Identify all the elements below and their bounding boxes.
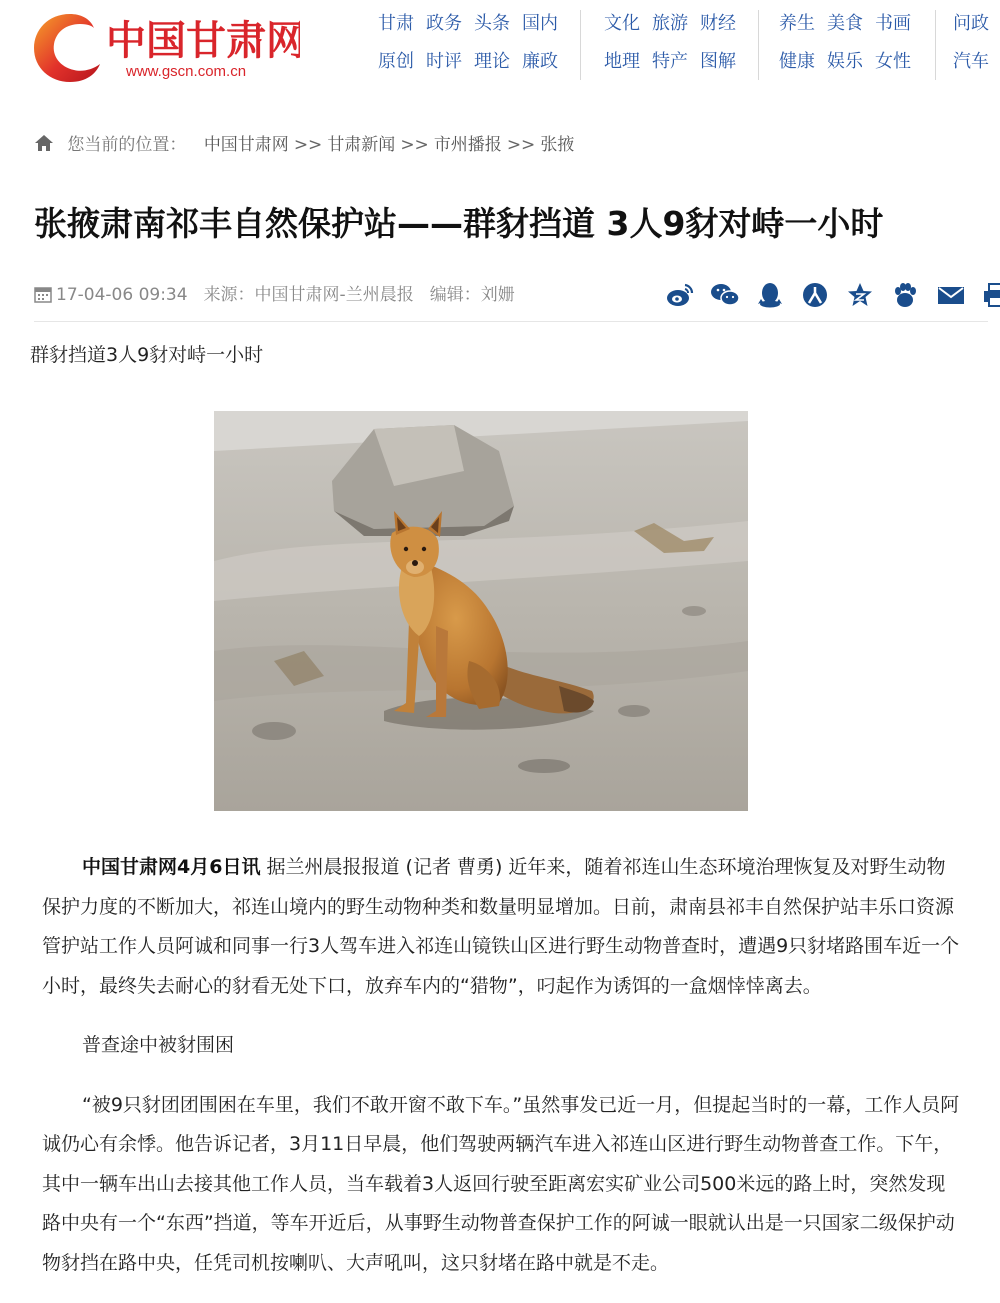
nav-row — [779, 48, 923, 86]
nav-link[interactable]: 头条 — [474, 13, 510, 34]
home-icon[interactable] — [34, 134, 54, 152]
nav-divider — [580, 10, 581, 80]
nav-row — [378, 48, 570, 86]
baidu-icon[interactable] — [890, 281, 920, 309]
nav-link[interactable]: 国内 — [522, 13, 558, 34]
nav-row — [953, 10, 1000, 48]
article-lead: 群豺挡道3人9豺对峙一小时 — [30, 344, 264, 366]
dateline: 中国甘肃网4月6日讯 — [82, 856, 261, 878]
nav-link[interactable]: 财经 — [700, 13, 736, 34]
qq-icon[interactable] — [755, 281, 785, 309]
breadcrumb-label: 您当前的位置： — [67, 135, 187, 155]
nav-group-culture — [604, 10, 748, 86]
article-meta — [34, 280, 531, 310]
nav-divider — [758, 10, 759, 80]
nav-link[interactable]: 旅游 — [652, 13, 688, 34]
site-logo[interactable] — [30, 6, 300, 86]
nav-link[interactable]: 图解 — [700, 51, 736, 72]
nav-row — [779, 10, 923, 48]
share-toolbar — [665, 281, 1000, 311]
breadcrumb: 您当前的位置： 中国甘肃网 >> 甘肃新闻 >> 市州播报 >> 张掖 — [34, 131, 574, 159]
paragraph: 中国甘肃网4月6日讯 据兰州晨报报道 (记者 曹勇) 近年来，随着祁连山生态环境治理恢复及对野生动物保护力度的不断加大，祁连山境内的野生动物种类和数量明显增加。日前，肃南县祁丰自然保护站丰乐口资源管护站工作人员阿诚和同事一行3人驾车进入祁连山镜铁山区进行野生动物普查时，遭遇9只豺堵路围车近一个小时，最终失去耐心的豺看无处下口，放弃车内的“猎物”，叼起作为诱饵的一盒烟悻悻离去。 — [42, 856, 960, 997]
breadcrumb-item-home[interactable]: 中国甘肃网 — [203, 135, 289, 155]
nav-link[interactable]: 汽车 — [953, 51, 989, 72]
logo-url: www.gscn.com.cn — [126, 63, 247, 80]
nav-link[interactable]: 廉政 — [522, 51, 558, 72]
nav-link[interactable]: 养生 — [779, 13, 815, 34]
nav-link[interactable]: 时评 — [426, 51, 462, 72]
qzone-icon[interactable] — [845, 281, 875, 309]
nav-link[interactable]: 娱乐 — [827, 51, 863, 72]
nav-link[interactable]: 美食 — [827, 13, 863, 34]
nav-link[interactable]: 原创 — [378, 51, 414, 72]
breadcrumb-item-city-news[interactable]: 市州播报 — [433, 135, 502, 155]
site-header — [0, 0, 1000, 100]
nav-link[interactable]: 特产 — [652, 51, 688, 72]
article-photo — [214, 411, 748, 811]
nav-group-life — [779, 10, 923, 86]
article-editor: 编辑：刘姗 — [429, 285, 515, 305]
section-heading: 普查途中被豺围困 — [82, 1034, 235, 1056]
article-title: 张掖肃南祁丰自然保护站——群豺挡道 3人9豺对峙一小时 — [34, 204, 884, 243]
nav-divider — [935, 10, 936, 80]
nav-link[interactable]: 女性 — [875, 51, 911, 72]
nav-group-news — [378, 10, 570, 86]
meta-divider — [34, 321, 988, 322]
nav-group-more — [953, 10, 1000, 86]
paragraph: “被9只豺团团围困在车里，我们不敢开窗不敢下车。”虽然事发已近一月，但提起当时的一幕，工作人员阿诚仍心有余悸。他告诉记者，3月11日早晨，他们驾驶两辆汽车进入祁连山区进行野生动物普查工作。下午，其中一辆车出山去接其他工作人员，当车载着3人返回行驶至距离宏实矿业公司500米远的路上时，突然发现路中央有一个“东西”挡道，等车开近后，从事野生动物普查保护工作的阿诚一眼就认出是一只国家二级保护动物豺挡在路中央，任凭司机按喇叭、大声吼叫，这只豺堵在路中就是不走。 — [42, 1093, 960, 1274]
nav-row — [604, 10, 748, 48]
logo-text: 中国甘肃网 — [106, 17, 300, 64]
nav-link[interactable]: 书画 — [875, 13, 911, 34]
nav-link[interactable]: 理论 — [474, 51, 510, 72]
breadcrumb-item-gansu-news[interactable]: 甘肃新闻 — [327, 135, 396, 155]
calendar-icon — [34, 285, 52, 303]
nav-link[interactable]: 问政 — [953, 13, 989, 34]
nav-link[interactable]: 健康 — [779, 51, 815, 72]
breadcrumb-item-zhangye[interactable]: 张掖 — [540, 135, 575, 155]
renren-icon[interactable] — [800, 281, 830, 309]
nav-link[interactable]: 甘肃 — [378, 13, 414, 34]
email-icon[interactable] — [936, 281, 966, 309]
article-source: 来源：中国甘肃网-兰州晨报 — [203, 285, 414, 305]
weibo-icon[interactable] — [665, 281, 695, 309]
nav-link[interactable]: 政务 — [426, 13, 462, 34]
nav-row — [604, 48, 748, 86]
print-icon[interactable] — [981, 281, 1000, 309]
nav-row — [953, 48, 1000, 86]
wechat-icon[interactable] — [710, 281, 740, 309]
nav-row — [378, 10, 570, 48]
article-date: 17-04-06 09:34 — [56, 285, 188, 305]
article-body — [42, 848, 960, 1303]
nav-link[interactable]: 文化 — [604, 13, 640, 34]
nav-link[interactable]: 地理 — [604, 51, 640, 72]
